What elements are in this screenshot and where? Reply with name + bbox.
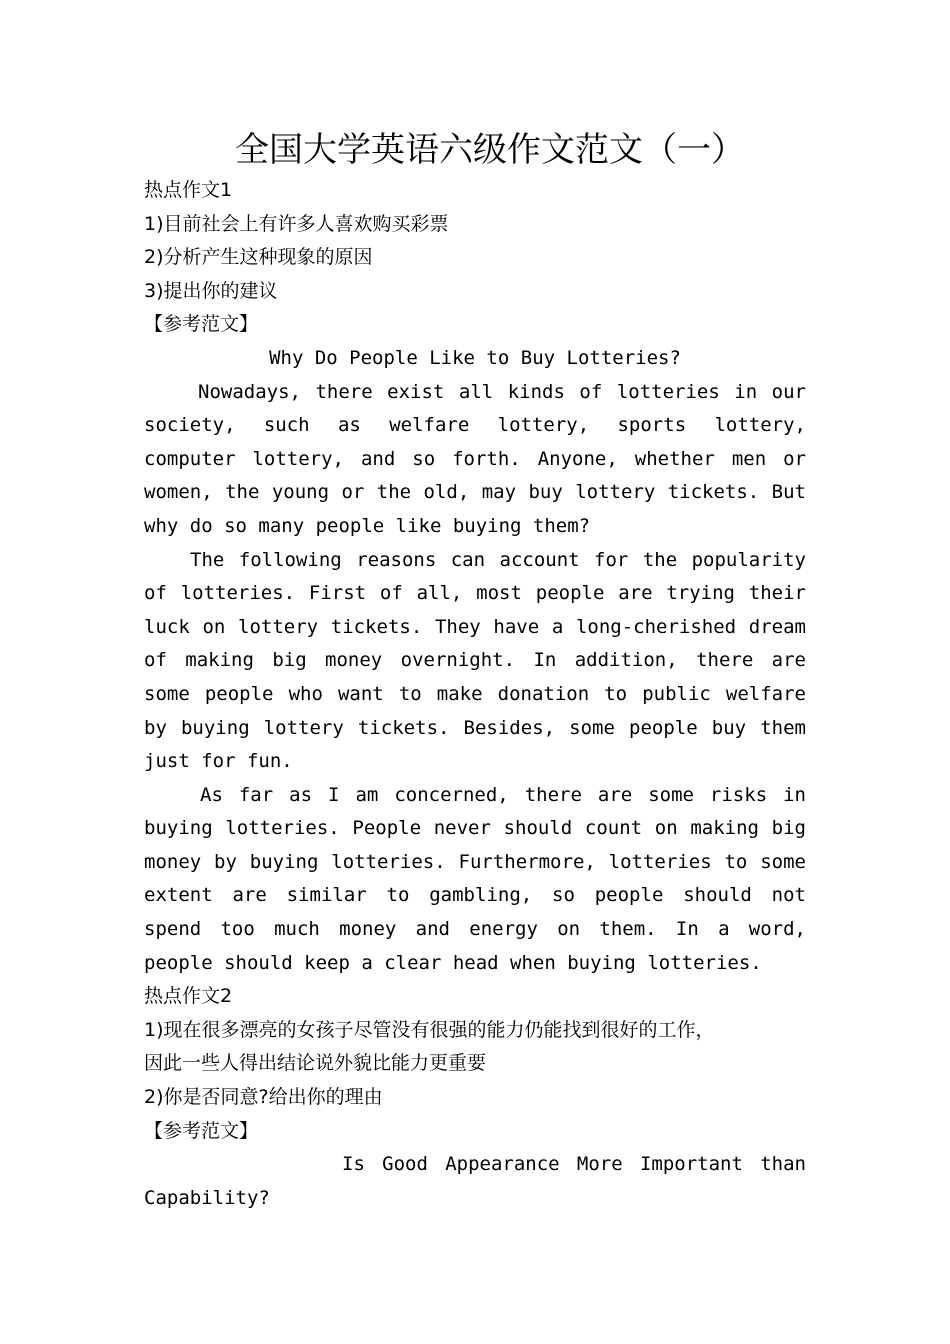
essay1-prompt-1: 1)目前社会上有许多人喜欢购买彩票 (144, 212, 449, 235)
essay2-title: Is Good Appearance More Important than Capability? (144, 1153, 806, 1209)
essay1-paragraph-3: As far as I am concerned, there are some risks in buying lotteries. People never should count on making big money by buying lotteries. Furthermore, lotteries to some extent are similar to gambling, so people should not spend too much money and energy on them. In a word, people should keep a clear head when buying lotteries. (144, 783, 806, 974)
essay1-prompt-3: 3)提出你的建议 (144, 279, 278, 302)
essay2-reference-label: 【参考范文】 (144, 1119, 259, 1142)
essay1-reference-label: 【参考范文】 (144, 313, 259, 336)
essay1-paragraph-1: Nowadays, there exist all kinds of lotteries in our society, such as welfare lottery, sports lottery, computer lottery, and so forth. Anyone, whether men or women, the young or the old, may buy lottery tickets. But why do so many people like buying them? (144, 380, 806, 537)
document-page (144, 126, 806, 1215)
document-title: 全国大学英语六级作文范文（一） (235, 130, 745, 170)
essay1-title: Why Do People Like to Buy Lotteries? (269, 346, 681, 369)
essay2-prompt-1: 1)现在很多漂亮的女孩子尽管没有很强的能力仍能找到很好的工作， (144, 1018, 715, 1041)
essay2-heading: 热点作文2 (144, 985, 233, 1008)
essay2-prompt-2: 2)你是否同意?给出你的理由 (144, 1086, 383, 1109)
essay1-heading: 热点作文1 (144, 179, 233, 201)
essay1-paragraph-2: The following reasons can account for the popularity of lotteries. First of all, most people are trying their luck on lottery tickets. They have a long-cherished dream of making big money overnight. In addition, there are some people who want to make donation to public welfare by buying lottery tickets. Besides, some people buy them just for fun. (144, 548, 806, 773)
essay2-prompt-1-continued: 因此一些人得出结论说外貌比能力更重要 (144, 1052, 487, 1075)
essay1-prompt-2: 2)分析产生这种现象的原因 (144, 246, 373, 269)
